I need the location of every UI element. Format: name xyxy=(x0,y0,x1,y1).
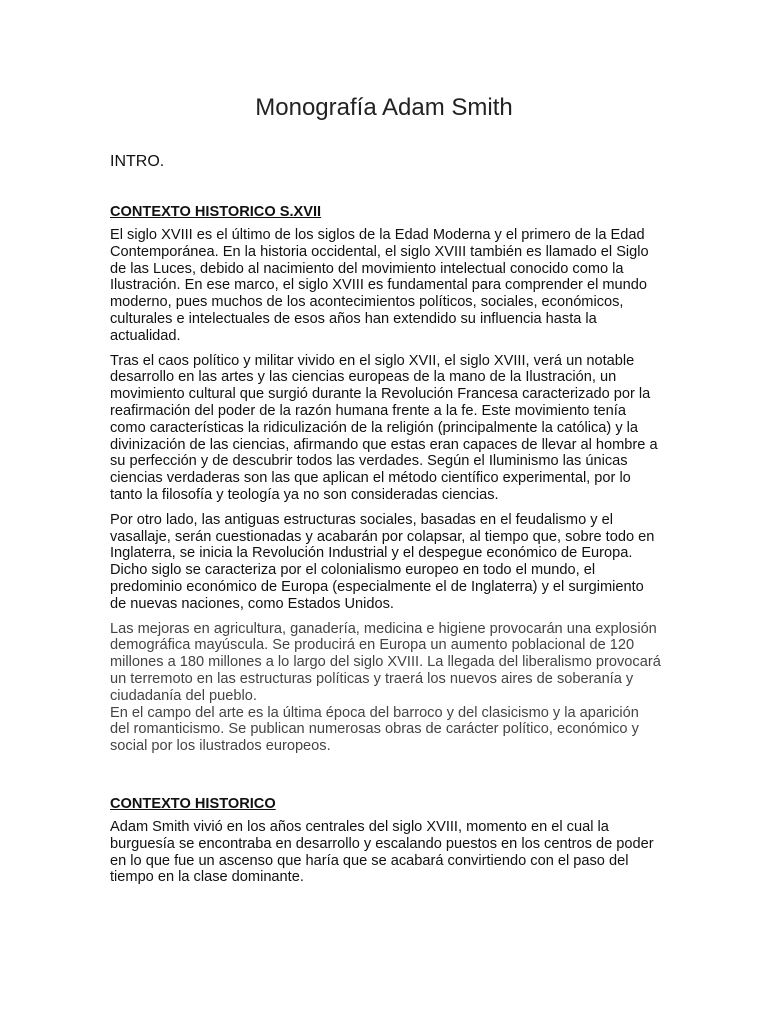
document-body xyxy=(110,203,662,894)
intro-label: INTRO. xyxy=(110,153,165,170)
section-heading-contexto-s-xvii: CONTEXTO HISTORICO S.XVII xyxy=(110,204,322,220)
paragraph-estructuras-sociales: Por otro lado, las antiguas estructuras sociales, basadas en el feudalismo y el vasallaje, serán cuestionadas y acabarán por colapsar, al tiempo que, sobre todo en Inglaterra, se inicia la Revolución Industrial y el despegue económico de Europa. Dicho siglo se caracteriza por el colonialismo europeo en todo el mundo, el predominio económico de Europa (especialmente el de Inglaterra) y el surgimiento de nuevas naciones, como Estados Unidos. xyxy=(110,511,655,612)
paragraph-mejoras-arte: Las mejoras en agricultura, ganadería, medicina e higiene provocarán una explosión demográfica mayúscula. Se producirá en Europa un aumento poblacional de 120 millones a 180 millones a lo largo del siglo XVIII. La llegada del liberalismo provocará un terremoto en las estructuras políticas y traerá los nuevos aires de soberanía y ciudadanía del pueblo. En el campo del arte es la última época del barroco y del clasicismo y la aparición del romanticismo. Se publican numerosas obras de carácter político, económico y social por los ilustrados europeos. xyxy=(110,620,661,755)
paragraph-adam-smith: Adam Smith vivió en los años centrales del siglo XVIII, momento en el cual la burguesía se encontraba en desarrollo y escalando puestos en los centros de poder en lo que fue un ascenso que haría que se acabará convirtiendo con el paso del tiempo en la clase dominante. xyxy=(110,818,654,886)
paragraph-siglo-xviii: El siglo XVIII es el último de los siglos de la Edad Moderna y el primero de la Edad Contemporánea. En la historia occidental, el siglo XVIII también es llamado el Siglo de las Luces, debido al nacimiento del movimiento intelectual conocido como la Ilustración. En ese marco, el siglo XVIII es fundamental para comprender el mundo moderno, pues muchos de los acontecimientos políticos, sociales, económicos, culturales e intelectuales de esos años han extendido su influencia hasta la actualidad. xyxy=(110,227,649,344)
document-title: Monografía Adam Smith xyxy=(255,94,513,121)
section-heading-contexto-historico: CONTEXTO HISTORICO xyxy=(110,795,276,812)
paragraph-ilustracion: Tras el caos político y militar vivido en el siglo XVII, el siglo XVIII, verá un notable desarrollo en las artes y las ciencias europeas de la mano de la Ilustración, un movimiento cultural que surgió durante la Revolución Francesa caracterizado por la reafirmación del poder de la razón humana frente a la fe. Este movimiento tenía como características la ridiculización de la religión (principalmente la católica) y la divinización de las ciencias, afirmando que estas eran capaces de llevar al hombre a su perfección y de descubrir todos las verdades. Según el Iluminismo las únicas ciencias verdaderas son las que aplican el método científico experimental, por lo tanto la filosofía y teología ya no son consideradas ciencias. xyxy=(110,352,658,503)
